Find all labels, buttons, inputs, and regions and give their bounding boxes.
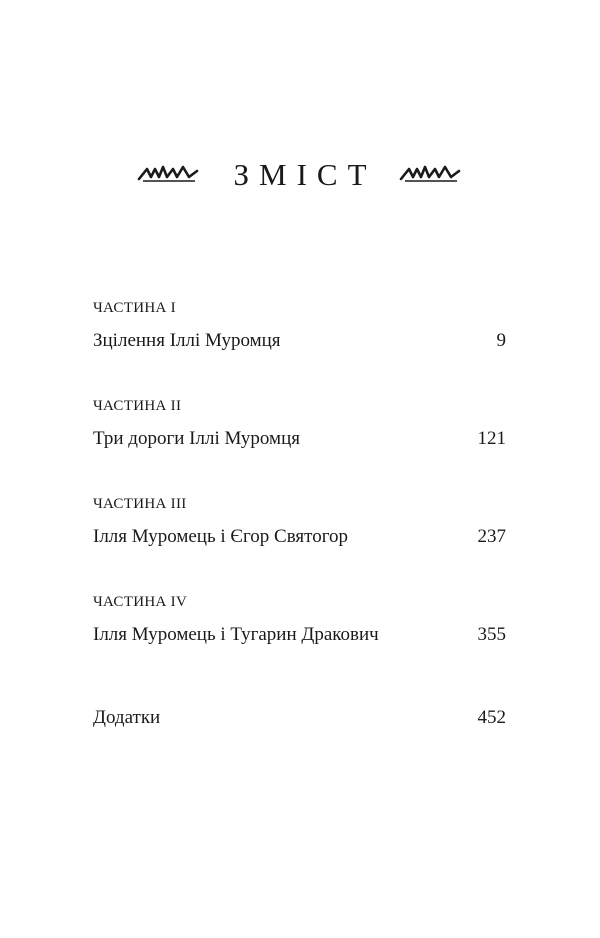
toc-entry[interactable] [93,427,506,451]
toc-entry[interactable] [93,329,506,353]
entry-title: Зцілення Іллі Муромця [93,330,281,351]
entry-title: Три дороги Іллі Муромця [93,428,300,449]
part-label: ЧАСТИНА I [93,300,176,316]
toc-entry[interactable] [93,706,506,730]
toc-part-1 [93,298,506,353]
ornament-icon [137,163,201,185]
entry-title: Ілля Муромець і Єгор Святогор [93,526,349,547]
entry-title: Ілля Муромець і Тугарин Дракович [93,624,379,645]
part-label: ЧАСТИНА III [93,496,187,512]
page-title: ЗМІСТ [233,156,377,192]
ornament-icon [399,163,463,185]
page-number: 355 [477,624,506,645]
page-number: 452 [477,707,506,728]
toc-entry[interactable] [93,525,506,549]
contents-heading [0,152,600,196]
toc-entry[interactable] [93,623,506,647]
part-label: ЧАСТИНА II [93,398,182,414]
toc-appendix [93,706,506,730]
page-number: 9 [496,330,506,351]
page-number: 237 [477,526,506,547]
entry-title: Додатки [93,707,161,728]
part-label: ЧАСТИНА IV [93,594,188,610]
toc-part-2 [93,396,506,451]
toc-part-3 [93,494,506,549]
toc-part-4 [93,592,506,647]
page-number: 121 [477,428,506,449]
